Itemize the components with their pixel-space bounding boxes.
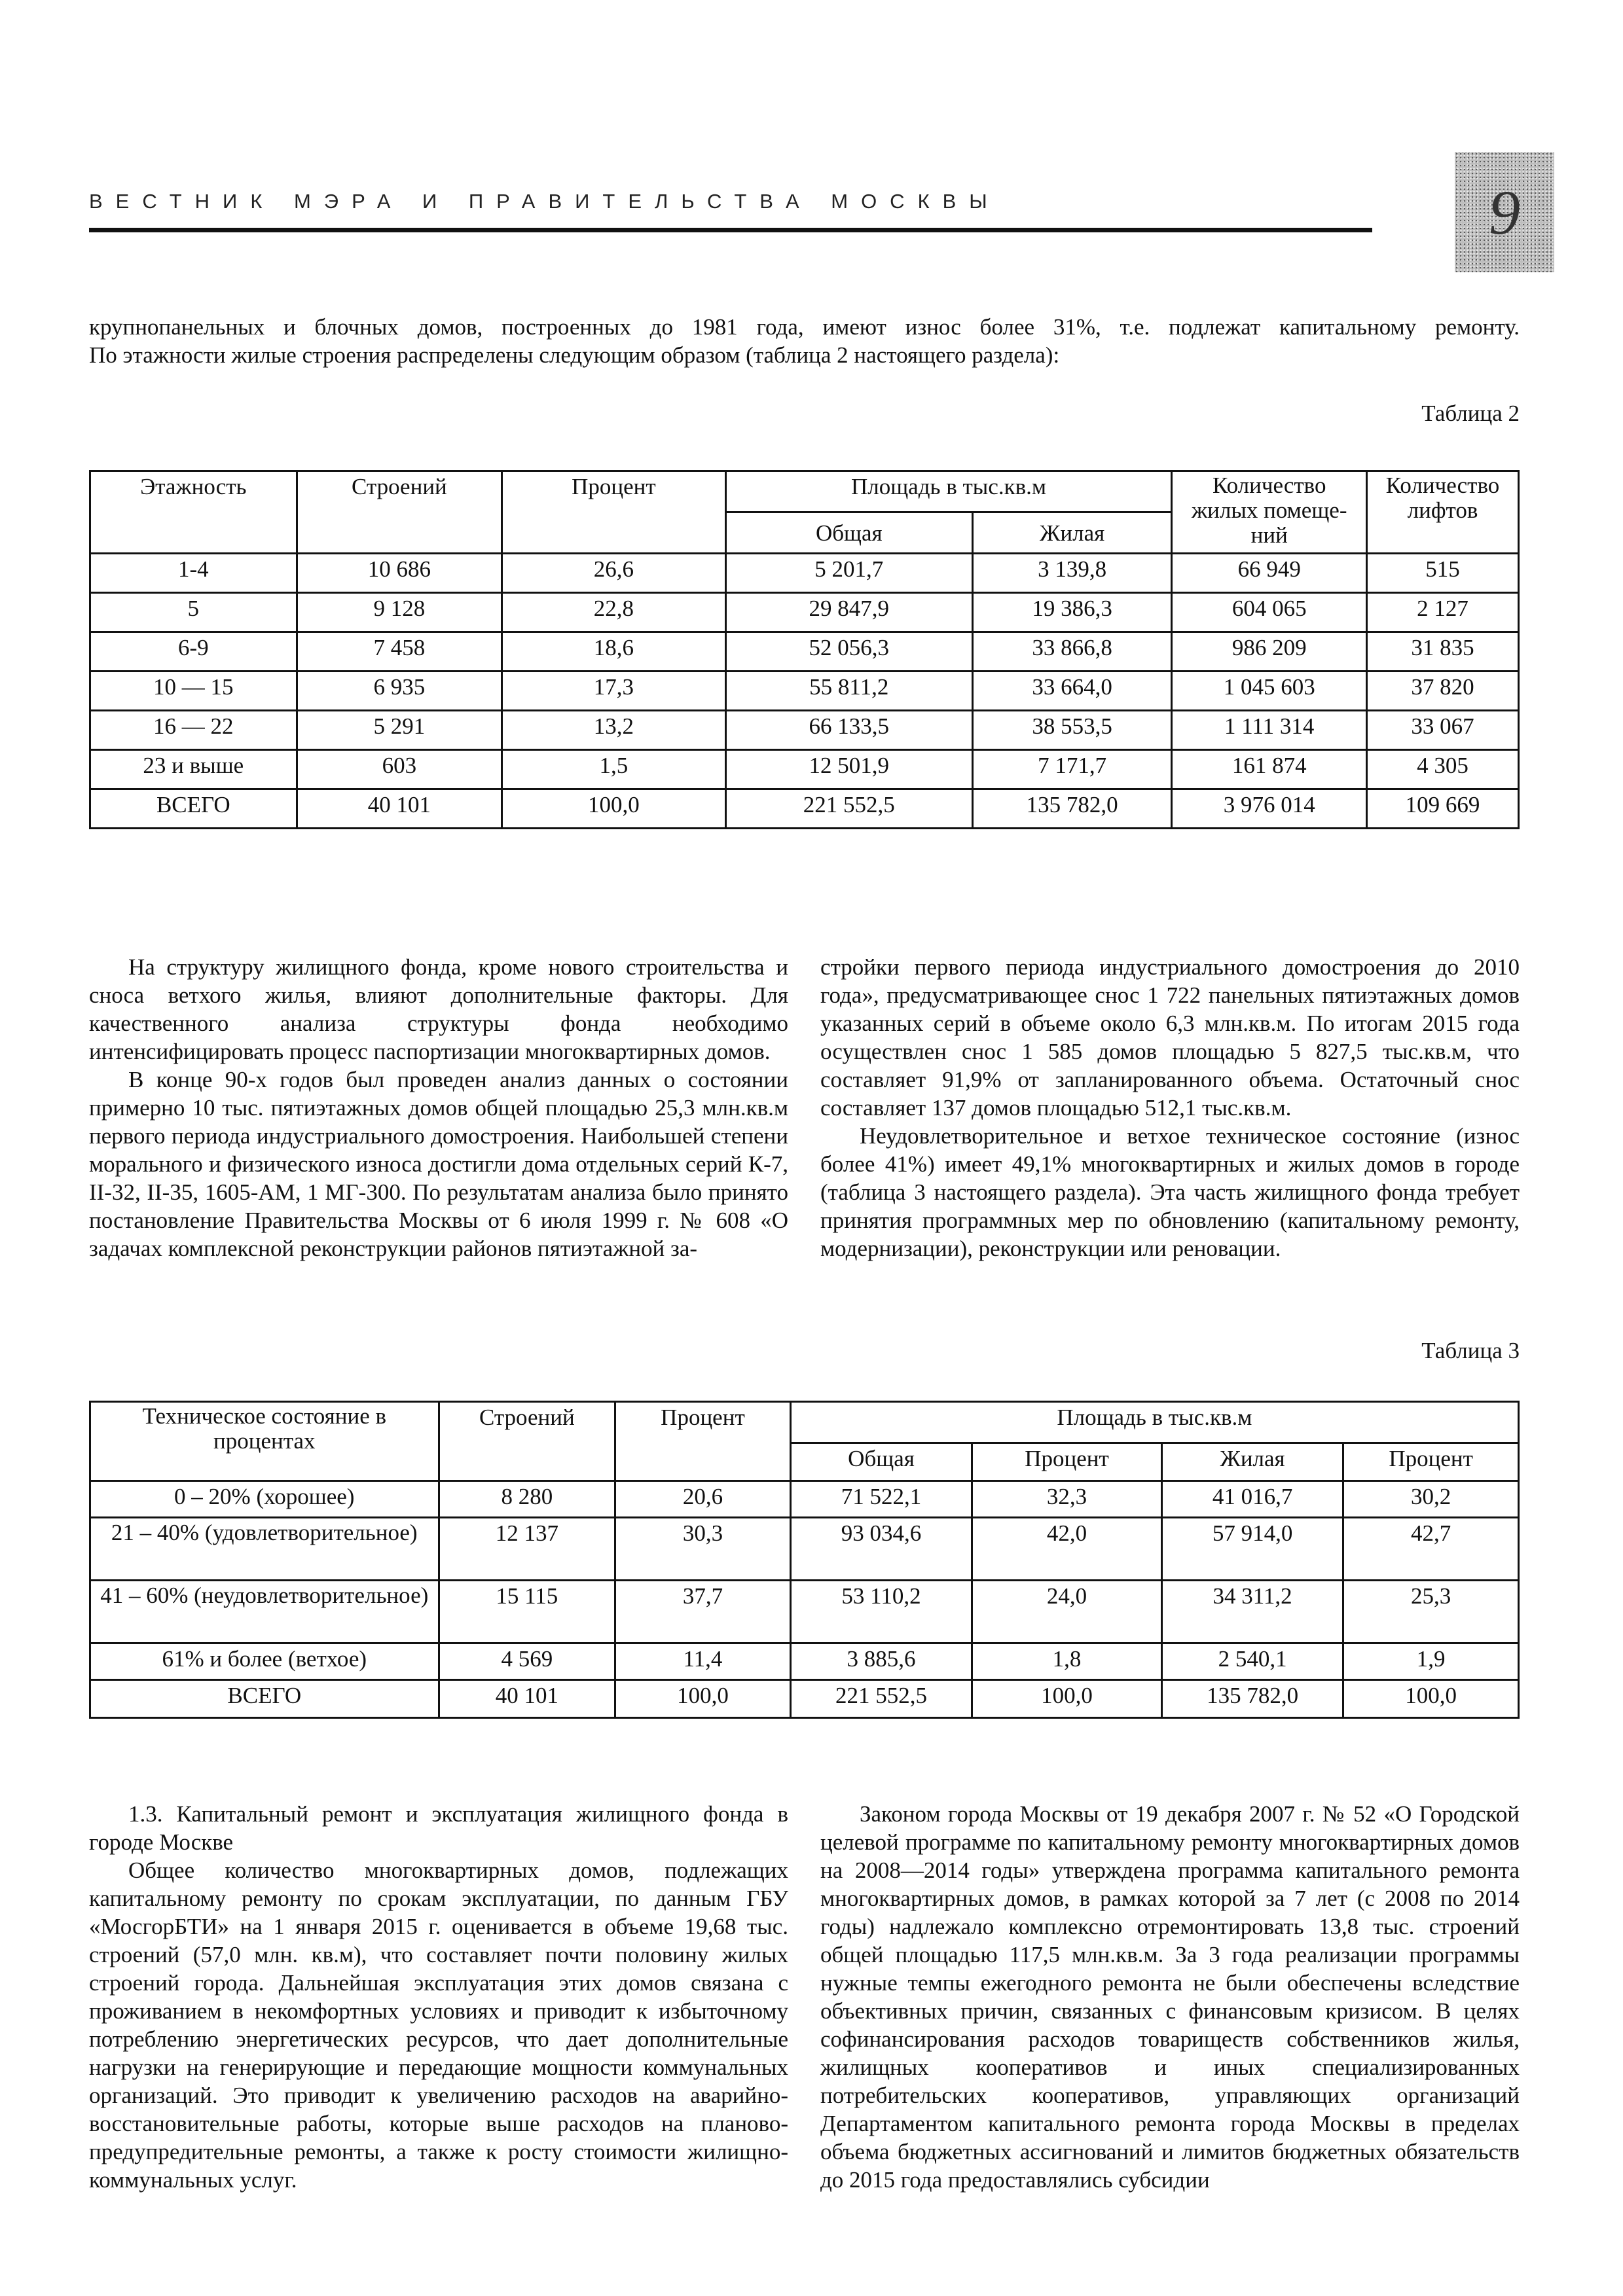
table-row [90,672,1519,711]
table-cell: 100,0 [615,1680,791,1718]
table-cell: 986 209 [1172,632,1367,672]
table-cell: 135 782,0 [1161,1680,1343,1718]
table-row [90,1643,1519,1680]
paragraph: Законом города Москвы от 19 декабря 2007 г. № 52 «О Городской целевой программе по капитальному ремонту многоквартирных домов на 2008—2014 годы» утверждена программа капитального ремонта многоквартирных домов, в рамках которой за 7 лет (с 2008 по 2014 годы) надлежало комплексно отремонтировать 13,8 тыс. строений общей площадью 117,5 млн.кв.м. За 3 года реализации программы нужные темпы ежегодного ремонта не были обеспечены вследствие объективных причин, связанных с финансовым кризисом. В целях софинансирования расходов товариществ собственников жилья, жилищных кооперативов и иных специализированных потребительских кооперативов, управляющих организаций Департаментом капитального ремонта города Москвы в пределах объема бюджетных ассигнований и лимитов бюджетных обязательств до 2015 года предоставлялись субсидии [820,1801,1520,2193]
table-cell: 5 [90,593,297,632]
table-cell: ВСЕГО [90,1680,439,1718]
table3-caption: Таблица 3 [1421,1338,1520,1363]
table-cell: 1,9 [1343,1643,1519,1680]
section2-left-column [89,1800,788,2194]
table-cell: 515 [1367,554,1519,593]
table-row [90,1581,1519,1643]
table-cell: 12 501,9 [725,750,972,789]
table-row-total [90,1680,1519,1718]
section2-right-column [820,1800,1520,2194]
table-cell: 37 820 [1367,672,1519,711]
table2-header-buildings: Строений [297,471,502,554]
table-cell: 100,0 [972,1680,1162,1718]
table2-header-area: Площадь в тыс.кв.м [725,471,1172,512]
header-rule [89,228,1372,232]
table-cell: 221 552,5 [725,789,972,829]
table-cell: 71 522,1 [790,1481,972,1518]
table-cell: 33 664,0 [972,672,1171,711]
table-row [90,632,1519,672]
intro-line-1: крупнопанельных и блочных домов, построенных до 1981 года, имеют износ более 31%, т.е. подлежат капитальному ремонту. [89,314,1520,340]
table-cell: 31 835 [1367,632,1519,672]
table-cell: 33 067 [1367,711,1519,750]
table-cell: 1,5 [502,750,725,789]
table-cell: 2 127 [1367,593,1519,632]
table-cell: 5 201,7 [725,554,972,593]
table-row [90,554,1519,593]
table-cell: 16 — 22 [90,711,297,750]
section1-left-column [89,953,788,1263]
intro-text [89,313,1520,369]
table-cell: 7 458 [297,632,502,672]
table-cell: ВСЕГО [90,789,297,829]
table-cell: 32,3 [972,1481,1162,1518]
table3-header-area: Площадь в тыс.кв.м [790,1402,1518,1443]
table2-header-percent: Процент [502,471,725,554]
table-row [90,750,1519,789]
page-header [89,190,1372,213]
table-cell: 18,6 [502,632,725,672]
table2-header-living: Жилая [972,512,1171,554]
table-cell: 5 291 [297,711,502,750]
table-cell: 42,0 [972,1518,1162,1581]
table-cell: 66 949 [1172,554,1367,593]
table-cell: 41 – 60% (неудовлетворительное) [90,1581,439,1643]
table-cell: 22,8 [502,593,725,632]
table-cell: 93 034,6 [790,1518,972,1581]
table-row [90,1518,1519,1581]
table3-header-living: Жилая [1161,1443,1343,1481]
table-3 [89,1401,1520,1719]
table-cell: 66 133,5 [725,711,972,750]
table-cell: 8 280 [439,1481,615,1518]
table3-header-total: Общая [790,1443,972,1481]
paragraph: стройки первого периода индустриального домостроения до 2010 года», предусматривающее снос 1 722 панельных пятиэтажных домов указанных серий в объеме около 6,3 млн.кв.м. По итогам 2015 года осуществлен снос 1 585 домов площадью 5 827,5 тыс.кв.м, что составляет 91,9% от запланированного объема. Остаточный снос составляет 137 домов площадью 512,1 тыс.кв.м. [820,954,1520,1121]
table-cell: 25,3 [1343,1581,1519,1643]
table2-header-floors: Этажность [90,471,297,554]
table-row [90,593,1519,632]
table3-header-total-pct: Процент [972,1443,1162,1481]
table-cell: 57 914,0 [1161,1518,1343,1581]
table-row [90,711,1519,750]
table-cell: 4 569 [439,1643,615,1680]
table-cell: 30,3 [615,1518,791,1581]
table-cell: 34 311,2 [1161,1581,1343,1643]
table-cell: 100,0 [502,789,725,829]
table-row-total [90,789,1519,829]
table-cell: 6 935 [297,672,502,711]
table-cell: 40 101 [439,1680,615,1718]
paragraph: Неудовлетворительное и ветхое техническое состояние (износ более 41%) имеет 49,1% многоквартирных и жилых домов в городе (таблица 3 настоящего раздела). Эта часть жилищного фонда требует принятия программных мер по обновлению (капитальному ремонту, модернизации), реконструкции или реновации. [820,1123,1520,1261]
table-cell: 12 137 [439,1518,615,1581]
table-cell: 135 782,0 [972,789,1171,829]
table-cell: 17,3 [502,672,725,711]
running-title: ВЕСТНИК МЭРА И ПРАВИТЕЛЬСТВА МОСКВЫ [89,190,1000,213]
table-cell: 9 128 [297,593,502,632]
table-cell: 3 976 014 [1172,789,1367,829]
table3-header-living-pct: Процент [1343,1443,1519,1481]
table-cell: 161 874 [1172,750,1367,789]
paragraph: На структуру жилищного фонда, кроме нового строительства и сноса ветхого жилья, влияют дополнительные факторы. Для качественного анализа структуры фонда необходимо интенсифицировать процесс паспортизации многоквартирных домов. [89,954,788,1064]
paragraph: В конце 90-х годов был проведен анализ данных о состоянии примерно 10 тыс. пятиэтажных домов общей площадью 25,3 млн.кв.м первого периода индустриального домостроения. Наибольшей степени морального и физического износа достигли дома отдельных серий К-7, II-32, II-35, 1605-АМ, 1 МГ-300. По результатам анализа было принято постановление Правительства Москвы от 6 июля 1999 г. № 608 «О задачах комплексной реконструкции районов пятиэтажной за- [89,1067,788,1261]
table-cell: 4 305 [1367,750,1519,789]
table-cell: 40 101 [297,789,502,829]
table-cell: 30,2 [1343,1481,1519,1518]
table3-header-buildings: Строений [439,1402,615,1481]
table-cell: 1 111 314 [1172,711,1367,750]
table-cell: 20,6 [615,1481,791,1518]
page-number: 9 [1455,152,1554,272]
table-cell: 1-4 [90,554,297,593]
table3-header-state: Техническое состояние в процентах [90,1402,439,1481]
table-cell: 109 669 [1367,789,1519,829]
table-cell: 3 885,6 [790,1643,972,1680]
table-cell: 2 540,1 [1161,1643,1343,1680]
table-cell: 55 811,2 [725,672,972,711]
table-cell: 23 и выше [90,750,297,789]
table2-caption: Таблица 2 [1421,401,1520,426]
table-cell: 61% и более (ветхое) [90,1643,439,1680]
table-cell: 15 115 [439,1581,615,1643]
table2-header-total: Общая [725,512,972,554]
table-cell: 604 065 [1172,593,1367,632]
table-cell: 1,8 [972,1643,1162,1680]
table-cell: 26,6 [502,554,725,593]
table-cell: 33 866,8 [972,632,1171,672]
table-cell: 0 – 20% (хорошее) [90,1481,439,1518]
section-heading: 1.3. Капитальный ремонт и эксплуатация жилищного фонда в городе Москве [89,1801,788,1855]
table-cell: 41 016,7 [1161,1481,1343,1518]
table-2 [89,470,1520,829]
table-cell: 52 056,3 [725,632,972,672]
intro-line-2: По этажности жилые строения распределены следующим образом (таблица 2 настоящего раздела): [89,342,1060,368]
table-cell: 603 [297,750,502,789]
table-cell: 10 686 [297,554,502,593]
table-cell: 24,0 [972,1581,1162,1643]
section1-right-column [820,953,1520,1263]
table-cell: 221 552,5 [790,1680,972,1718]
table-cell: 11,4 [615,1643,791,1680]
table-cell: 3 139,8 [972,554,1171,593]
table-cell: 13,2 [502,711,725,750]
table-cell: 100,0 [1343,1680,1519,1718]
table-cell: 21 – 40% (удовлетворительное) [90,1518,439,1581]
table2-header-lifts: Количество лифтов [1367,471,1519,554]
table-cell: 29 847,9 [725,593,972,632]
table-row [90,1481,1519,1518]
table-cell: 19 386,3 [972,593,1171,632]
table-cell: 42,7 [1343,1518,1519,1581]
table-cell: 1 045 603 [1172,672,1367,711]
table-cell: 10 — 15 [90,672,297,711]
table2-header-premises: Количество жилых помеще-ний [1172,471,1367,554]
table-cell: 6-9 [90,632,297,672]
table-cell: 37,7 [615,1581,791,1643]
paragraph: Общее количество многоквартирных домов, подлежащих капитальному ремонту по срокам эксплуатации, по данным ГБУ «МосгорБТИ» на 1 января 2015 г. оценивается в объеме 19,68 тыс. строений (57,0 млн. кв.м), что составляет почти половину жилых строений города. Дальнейшая эксплуатация этих домов связана с проживанием в некомфортных условиях и приводит к избыточному потреблению энергетических ресурсов, что дает дополнительные нагрузки на генерирующие и передающие мощности коммунальных организаций. Это приводит к увеличению расходов на аварийно-восстановительные работы, которые выше расходов на планово-предупредительные ремонты, а также к росту стоимости жилищно-коммунальных услуг. [89,1857,788,2193]
table3-header-percent: Процент [615,1402,791,1481]
table-cell: 53 110,2 [790,1581,972,1643]
table-cell: 7 171,7 [972,750,1171,789]
table-cell: 38 553,5 [972,711,1171,750]
